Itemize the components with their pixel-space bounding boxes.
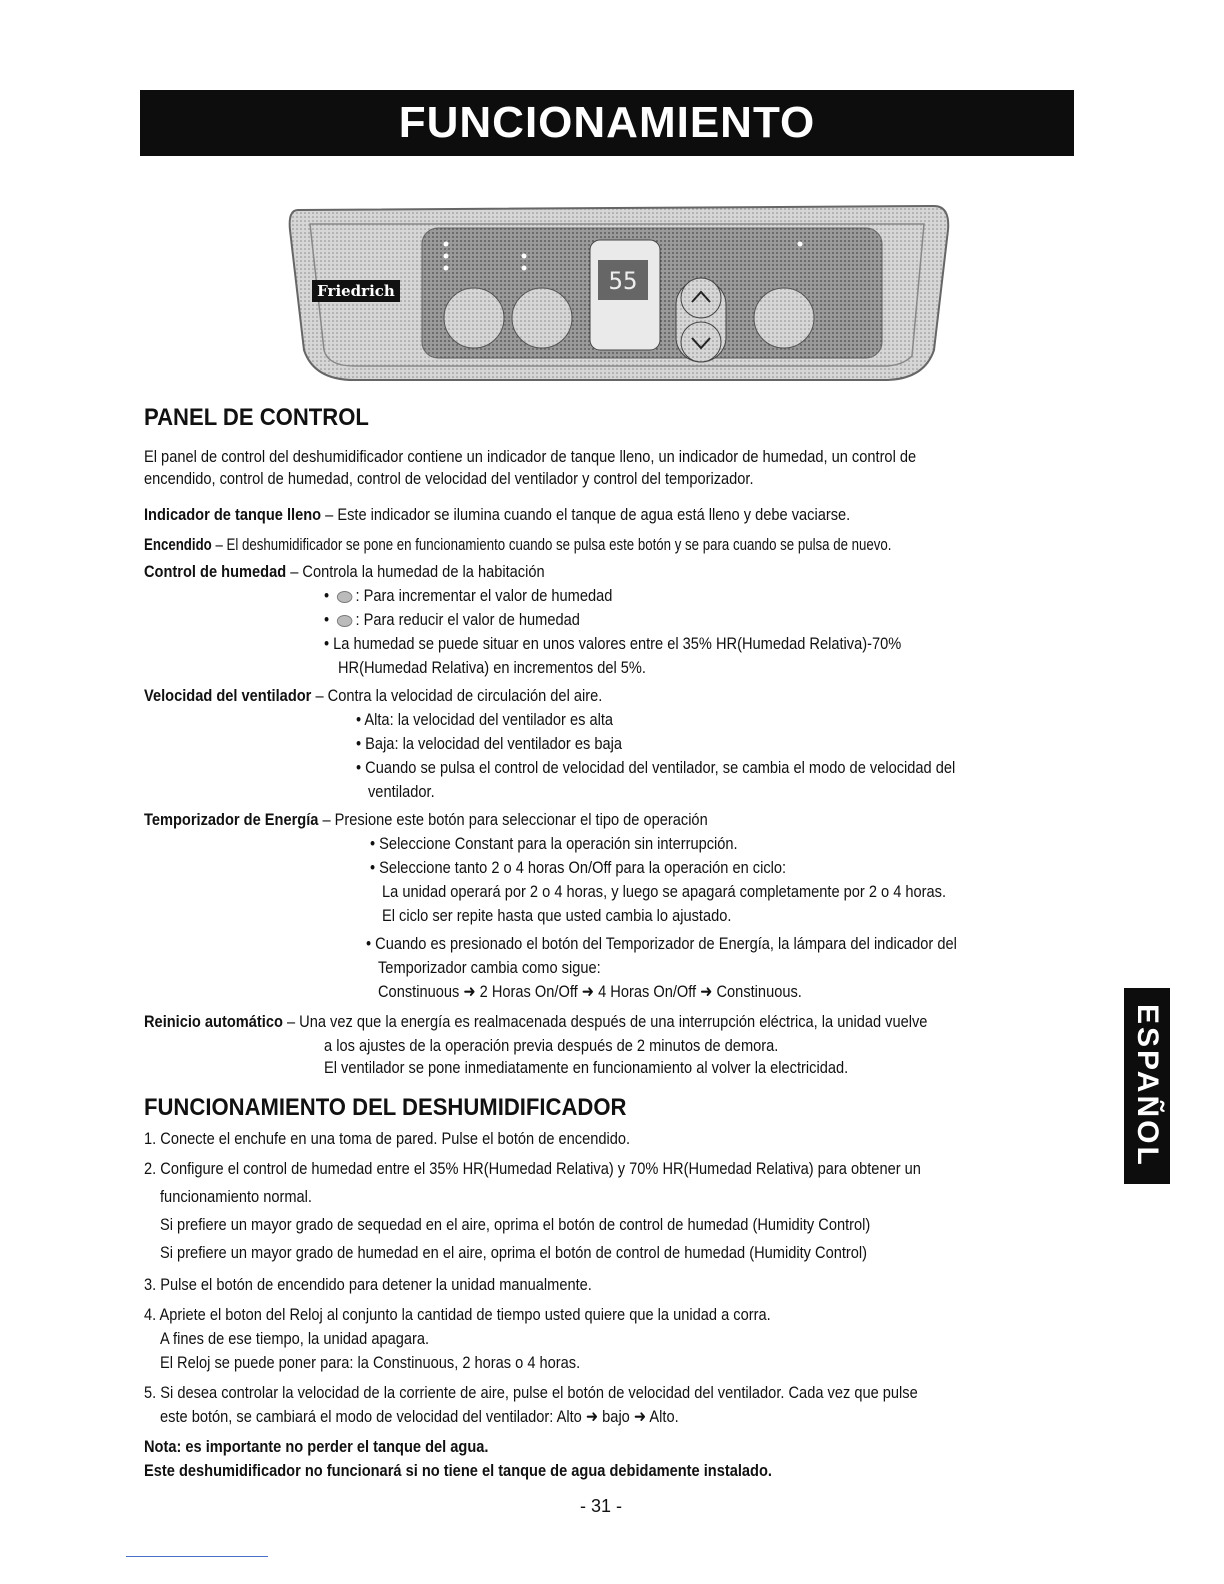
humidity-bullet-3a: • La humedad se puede situar en unos valores entre el 35% HR(Humedad Relativa)-70% bbox=[324, 634, 902, 653]
humidity-label: Control de humedad bbox=[144, 562, 287, 581]
tank-label: Indicador de tanque lleno bbox=[144, 505, 322, 524]
timer-label: Temporizador de Energía bbox=[144, 810, 319, 829]
timer-bullet-3c: Constinuous ➜ 2 Horas On/Off ➜ 4 Horas On/Off ➜ Constinuous. bbox=[378, 982, 802, 1001]
fan-text: – Contra la velocidad de circulación del aire. bbox=[311, 686, 603, 705]
section-title-control-panel: PANEL DE CONTROL bbox=[144, 404, 369, 431]
humidity-bullet-1: • : Para incrementar el valor de humedad bbox=[324, 586, 613, 605]
power-text: – El deshumidificador se pone en funcionamiento cuando se pulsa este botón y se para cuando se pulsa de nuevo. bbox=[211, 535, 892, 554]
intro-line-2: encendido, control de humedad, control de velocidad del ventilador y control del temporizador. bbox=[144, 469, 754, 488]
restart-line-2: a los ajustes de la operación previa después de 2 minutos de demora. bbox=[324, 1036, 779, 1055]
step-2c: Si prefiere un mayor grado de sequedad en el aire, oprima el botón de control de humedad (Humidity Control) bbox=[160, 1215, 871, 1234]
timer-text: – Presione este botón para seleccionar el tipo de operación bbox=[318, 810, 708, 829]
step-2d: Si prefiere un mayor grado de humedad en el aire, oprima el botón de control de humedad (Humidity Control) bbox=[160, 1243, 868, 1262]
timer-bullet-3a: • Cuando es presionado el botón del Temporizador de Energía, la lámpara del indicador del bbox=[366, 934, 957, 953]
timer-item bbox=[144, 809, 708, 831]
humidity-down-text: : Para reducir el valor de humedad bbox=[355, 610, 580, 629]
humidity-down-icon bbox=[337, 615, 352, 627]
timer-bullet-3b: Temporizador cambia como sigue: bbox=[378, 958, 601, 977]
step-2b: funcionamiento normal. bbox=[160, 1187, 312, 1206]
step-3: 3. Pulse el botón de encendido para detener la unidad manualmente. bbox=[144, 1275, 592, 1294]
humidity-up-text: : Para incrementar el valor de humedad bbox=[355, 586, 613, 605]
tank-text: – Este indicador se ilumina cuando el tanque de agua está lleno y debe vaciarse. bbox=[321, 505, 851, 524]
restart-line-3: El ventilador se pone inmediatamente en funcionamiento al volver la electricidad. bbox=[324, 1058, 849, 1077]
power-button[interactable] bbox=[754, 288, 814, 348]
fan-speed-button[interactable] bbox=[512, 288, 572, 348]
timer-bullet-2: • Seleccione tanto 2 o 4 horas On/Off para la operación en ciclo: bbox=[370, 858, 787, 877]
fan-bullet-2: • Baja: la velocidad del ventilador es baja bbox=[356, 734, 623, 753]
restart-label: Reinicio automático bbox=[144, 1012, 283, 1031]
section-title-operation: FUNCIONAMIENTO DEL DESHUMIDIFICADOR bbox=[144, 1094, 627, 1121]
humidity-bullet-3b: HR(Humedad Relativa) en incrementos del 5%. bbox=[338, 658, 646, 677]
page-title-banner: FUNCIONAMIENTO bbox=[140, 90, 1074, 156]
step-4c: El Reloj se puede poner para: la Constinuous, 2 horas o 4 horas. bbox=[160, 1353, 581, 1372]
step-1: 1. Conecte el enchufe en una toma de pared. Pulse el botón de encendido. bbox=[144, 1129, 631, 1148]
page-number: - 31 - bbox=[580, 1496, 623, 1516]
step-5a: 5. Si desea controlar la velocidad de la corriente de aire, pulse el botón de velocidad del ventilador. Cada vez que pulse bbox=[144, 1383, 918, 1402]
humidity-down-button[interactable] bbox=[681, 322, 721, 362]
restart-text: – Una vez que la energía es realmacenada después de una interrupción eléctrica, la unidad vuelve bbox=[282, 1012, 928, 1031]
humidity-bullet-2: • : Para reducir el valor de humedad bbox=[324, 610, 580, 629]
humidity-text: – Controla la humedad de la habitación bbox=[286, 562, 545, 581]
power-label: Encendido bbox=[144, 535, 212, 554]
fan-label: Velocidad del ventilador bbox=[144, 686, 312, 705]
step-2a: 2. Configure el control de humedad entre el 35% HR(Humedad Relativa) y 70% HR(Humedad Relativa) para obtener un bbox=[144, 1159, 921, 1178]
power-timer-button[interactable] bbox=[444, 288, 504, 348]
brand-logo-text: Friedrich bbox=[317, 282, 395, 300]
fan-bullet-3b: ventilador. bbox=[368, 782, 435, 801]
humidity-display-value: 55 bbox=[608, 267, 638, 295]
note-1: Nota: es importante no perder el tanque del agua. bbox=[144, 1437, 489, 1456]
timer-bullet-2a: La unidad operará por 2 o 4 horas, y luego se apagará completamente por 2 o 4 horas. bbox=[382, 882, 947, 901]
fan-bullet-1: • Alta: la velocidad del ventilador es alta bbox=[356, 710, 614, 729]
step-4b: A fines de ese tiempo, la unidad apagara. bbox=[160, 1329, 430, 1348]
intro-line-1: El panel de control del deshumidificador contiene un indicador de tanque lleno, un indicador de humedad, un control de bbox=[144, 447, 917, 466]
control-panel-image bbox=[284, 200, 952, 390]
timer-bullet-1: • Seleccione Constant para la operación sin interrupción. bbox=[370, 834, 738, 853]
note-2: Este deshumidificador no funcionará si no tiene el tanque de agua debidamente instalado. bbox=[144, 1461, 772, 1480]
humidity-up-icon bbox=[337, 591, 352, 603]
timer-bullet-2b: El ciclo ser repite hasta que usted cambia lo ajustado. bbox=[382, 906, 732, 925]
tank-indicator-item bbox=[144, 504, 850, 526]
auto-restart-item bbox=[144, 1011, 927, 1033]
footer-divider bbox=[126, 1556, 268, 1557]
humidity-up-button[interactable] bbox=[681, 278, 721, 318]
fan-speed-item bbox=[144, 685, 602, 707]
humidity-control-item bbox=[144, 561, 545, 583]
step-5b: este botón, se cambiará el modo de velocidad del ventilador: Alto ➜ bajo ➜ Alto. bbox=[160, 1407, 679, 1426]
language-side-tab: ESPAÑOL bbox=[1124, 988, 1170, 1184]
fan-bullet-3a: • Cuando se pulsa el control de velocidad del ventilador, se cambia el modo de velocidad del bbox=[356, 758, 956, 777]
power-item bbox=[144, 534, 891, 556]
step-4a: 4. Apriete el boton del Reloj al conjunto la cantidad de tiempo usted quiere que la unidad a corra. bbox=[144, 1305, 771, 1324]
